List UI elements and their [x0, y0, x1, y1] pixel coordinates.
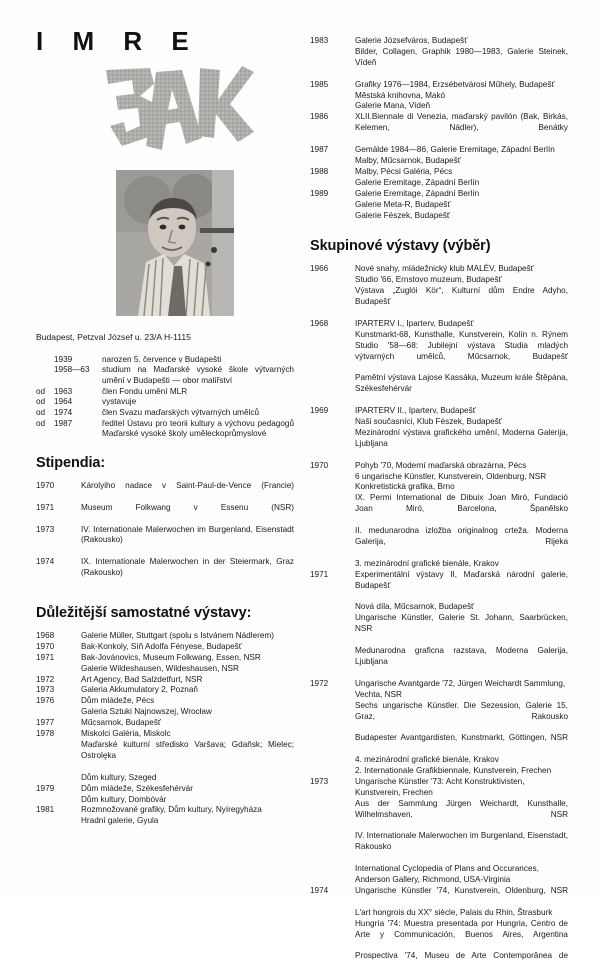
entry-text: Műcsarnok, Budapešť — [81, 718, 161, 728]
entry-text: Experimentální výstavy II, Maďarská národní galerie, Budapešť — [355, 569, 568, 590]
entry-text: Hungría '74: Muestra presentada por Hungria, Centro de Arte y Communicación, Buenos Aires, Argentina — [355, 918, 568, 939]
entry-year: 1978 — [36, 729, 55, 739]
entry-text: Károlyiho nadace v Saint-Paul-de-Vence (Francie) — [81, 480, 294, 490]
entry-year: 1970 — [310, 460, 329, 470]
solo-exhibitions-continued-list — [310, 36, 568, 221]
entry-text: 3. mezinárodní grafické bienále, Krakov — [355, 558, 499, 568]
entry-values — [81, 481, 294, 503]
bio-text: člen Fondu umění MLR — [102, 386, 188, 396]
entry-values — [355, 264, 568, 319]
entry-text: Museum Folkwang v Essenu (NSR) — [81, 502, 294, 512]
entry-text: IX. Permi International de Dibuix Joan Miró, Fundació Joan Miró, Barcelona, Španělsko — [355, 493, 568, 514]
bio-text: studium na Maďarské vysoké škole výtvarných umění v Budapešti — obor malířství — [102, 365, 294, 386]
entry-year: 1970 — [36, 480, 55, 490]
biography-row — [36, 365, 294, 386]
entry-text: Rozmnožované grafiky, Dům kultury, Nyíregyháza — [81, 805, 262, 815]
entry-values — [81, 525, 294, 558]
entry-year: 1971 — [310, 569, 329, 579]
list-item — [310, 679, 568, 777]
list-item — [310, 80, 568, 113]
bio-prefix: od — [36, 386, 46, 396]
artist-address: Budapest, Petzval József u. 23/A H-1115 — [36, 332, 191, 342]
entry-text: Malby, Műcsarnok, Budapešť — [355, 155, 461, 165]
entry-text: Nová díla, Műcsarnok, Budapešť — [355, 602, 475, 612]
artist-portrait-photo — [116, 170, 234, 316]
entry-text: Bak-Jovánovics, Museum Folkwang, Essen, NSR — [81, 652, 261, 662]
list-item — [310, 461, 568, 570]
entry-values — [355, 167, 568, 189]
entry-year: 1974 — [310, 886, 329, 895]
entry-year: 1972 — [310, 678, 329, 688]
entry-text: IPARTERV II., Iparterv, Budapešť — [355, 406, 476, 416]
stipendia-heading: Stipendia: — [36, 454, 106, 471]
entry-text: Mezinárodní výstava grafického umění, Moderna Galerija, Ljubljana — [355, 427, 568, 448]
biography-row — [36, 355, 294, 366]
entry-text: Hradní galerie, Gyula — [81, 816, 159, 826]
entry-year: 1987 — [310, 145, 329, 155]
entry-text: Galerie Józsefváros, Budapešť — [355, 36, 468, 45]
bio-prefix: od — [36, 397, 46, 407]
entry-text: 2. Internationale Grafikbiennale, Kunstverein, Frechen — [355, 766, 552, 776]
bio-text: ředitel Ústavu pro teorii kultury a výchovu pedagogů Maďarské vysoké školy uměleckoprůmyslové — [102, 418, 294, 439]
bio-year: 1939 — [54, 354, 73, 364]
entry-year: 1971 — [36, 502, 55, 512]
entry-values — [355, 406, 568, 461]
list-item — [36, 675, 294, 686]
entry-values — [355, 36, 568, 80]
bio-prefix: od — [36, 408, 46, 418]
list-item — [310, 886, 568, 973]
entry-text: Studio '66, Ernstovo muzeum, Budapešť — [355, 275, 502, 285]
list-item — [36, 503, 294, 525]
entry-values — [81, 784, 294, 806]
entry-text: Sechs ungarische Künstler. Die Sezession, Galerie 15, Graz, Rakousko — [355, 700, 568, 721]
entry-year: 1986 — [310, 112, 329, 122]
entry-text: Kunstmarkt-68, Kunsthalle, Kunstverein, Kolín n. Rýnem Studio '58—68: Jubilejní výstava Studia mladých výtvarných umělců, Műcsarnok, Budapešť — [355, 329, 568, 361]
entry-text: IV. Internationale Malerwochen im Burgenland, Eisenstadt, Rakousko — [355, 831, 568, 852]
entry-values — [355, 777, 568, 886]
entry-year: 1988 — [310, 166, 329, 176]
entry-values — [355, 461, 568, 570]
bio-text: narozen 5. července v Budapešti — [102, 354, 222, 364]
entry-text: Dům mládeže, Székesfehérvár — [81, 783, 193, 793]
entry-text: Galerie Eremitage, Západní Berlín — [355, 177, 480, 187]
entry-values — [81, 642, 294, 653]
entry-values — [81, 805, 294, 827]
entry-year: 1966 — [310, 264, 329, 274]
group-exhibitions-list — [310, 264, 568, 973]
entry-text: Miskolci Galéria, Miskolc — [81, 729, 171, 739]
entry-year: 1973 — [36, 524, 55, 534]
entry-year: 1976 — [36, 696, 55, 706]
biography-row — [36, 408, 294, 419]
list-item — [36, 557, 294, 590]
entry-values — [355, 679, 568, 777]
list-item — [310, 777, 568, 886]
entry-year: 1968 — [36, 630, 55, 640]
entry-text: Naši současníci, Klub Fészek, Budapešť — [355, 417, 502, 427]
list-item — [310, 112, 568, 145]
entry-year: 1985 — [310, 79, 329, 89]
entry-values — [355, 886, 568, 973]
biography-row — [36, 419, 294, 440]
entry-text: Galeria Sztuki Najnowszej, Wrocław — [81, 707, 212, 717]
entry-text: II. medunarodna izložba originalnog crteža. Moderna Galerija, Rijeka — [355, 526, 568, 546]
entry-text: International Cyclopedia of Plans and Occurances, Anderson Gallery, Richmond, USA-Virginia — [355, 864, 539, 885]
entry-text: Galerie Fészek, Budapešť — [355, 210, 450, 220]
entry-values — [355, 112, 568, 145]
list-item — [36, 631, 294, 642]
entry-values — [81, 557, 294, 590]
bio-text: člen Svazu maďarských výtvarných umělců — [102, 408, 260, 418]
entry-text: 6 ungarische Künstler, Kunstverein, Oldenburg, NSR — [355, 471, 547, 481]
entry-text: Art Agency, Bad Salzdetfurt, NSR — [81, 674, 203, 684]
bio-year: 1963 — [54, 386, 73, 396]
artist-first-name: I M R E — [36, 26, 200, 56]
entry-text: L'art hongrois du XX° siècle, Palais du Rhin, Štrasburk — [355, 907, 553, 917]
list-item — [36, 784, 294, 806]
entry-text: Výstava „Zuglói Kör“, Kulturní dům Endre Adyho, Budapešť — [355, 286, 568, 307]
list-item — [36, 696, 294, 718]
entry-text: Medunarodna graficna razstava, Moderna Galerija, Ljubljana — [355, 646, 568, 666]
group-exhibitions-heading: Skupinové výstavy (výběr) — [310, 238, 491, 255]
entry-text: Galerie Wildeshausen, Wildeshausen, NSR — [81, 663, 239, 673]
entry-year: 1977 — [36, 718, 55, 728]
entry-text: XLII.Biennale di Venezia, maďarský pavilón (Bak, Birkás, Kelemen, Nádler), Benátky — [355, 112, 568, 133]
entry-values — [81, 718, 294, 729]
list-item — [310, 406, 568, 461]
bio-prefix: od — [36, 418, 46, 428]
list-item — [36, 718, 294, 729]
entry-text: Dům mládeže, Pécs — [81, 696, 155, 706]
entry-values — [355, 145, 568, 167]
solo-exhibitions-list — [36, 631, 294, 827]
entry-text: Nové snahy, mládežnický klub MALÉV, Budapešť — [355, 264, 534, 274]
bak-logo — [104, 66, 254, 152]
entry-values — [81, 675, 294, 686]
entry-text: Galerie Meta-R, Budapešť — [355, 199, 451, 209]
entry-values — [355, 189, 568, 222]
entry-text: IV. Internationale Malerwochen im Burgenland, Eisenstadt (Rakousko) — [81, 524, 294, 545]
entry-values — [355, 80, 568, 113]
entry-values — [81, 631, 294, 642]
entry-year: 1969 — [310, 406, 329, 416]
entry-text: Pamětní výstava Lajose Kassáka, Muzeum krále Štěpána, Székesfehérvár — [355, 373, 568, 394]
entry-text: Bilder, Collagen, Graphik 1980—1983, Galerie Steinek, Vídeň — [355, 46, 568, 67]
list-item — [36, 481, 294, 503]
left-column — [36, 28, 294, 827]
bio-text: vystavuje — [102, 397, 137, 407]
list-item — [310, 189, 568, 222]
list-item — [36, 525, 294, 558]
entry-values — [81, 503, 294, 525]
entry-values — [81, 685, 294, 696]
entry-values — [355, 570, 568, 679]
entry-year: 1989 — [310, 188, 329, 198]
entry-text: Bak-Konkoly, Síň Adolfa Fényese, Budapešť — [81, 641, 242, 651]
entry-text: Ungarische Avantgarde '72, Jürgen Weichardt Sammlung, Vechta, NSR — [355, 678, 566, 699]
entry-text: Gemälde 1984—86, Galerie Eremitage, Západní Berlín — [355, 145, 555, 155]
list-item — [36, 685, 294, 696]
entry-text: Městská knihovna, Makó — [355, 90, 446, 100]
entry-values — [355, 319, 568, 406]
entry-text: Ungarische Künstler '74, Kunstverein, Oldenburg, NSR — [355, 886, 568, 895]
entry-text: IPARTERV I., Iparterv, Budapešť — [355, 318, 474, 328]
entry-values — [81, 696, 294, 718]
entry-year: 1974 — [36, 557, 55, 567]
entry-text: Konkretistická grafika, Brno — [355, 482, 455, 492]
right-column — [310, 36, 568, 973]
list-item — [36, 642, 294, 653]
entry-year: 1972 — [36, 674, 55, 684]
entry-text: 4. mezinárodní grafické bienále, Krakov — [355, 755, 499, 765]
stipendia-list — [36, 481, 294, 590]
entry-text: Budapester Avantgardisten, Kunstmarkt, Göttingen, NSR — [355, 733, 568, 743]
bio-year: 1958—63 — [54, 365, 90, 375]
entry-year: 1983 — [310, 36, 329, 45]
list-item — [310, 319, 568, 406]
entry-year: 1971 — [36, 652, 55, 662]
list-item — [310, 264, 568, 319]
entry-text: Dům kultury, Dombóvár — [81, 794, 167, 804]
entry-text: Pohyb '70, Moderní maďarská obrazárna, Pécs — [355, 460, 527, 470]
entry-text: Galerie Müller, Stuttgart (spolu s Istvánem Nádlerem) — [81, 630, 274, 640]
list-item — [310, 36, 568, 80]
entry-text: Ungarische Künstler, Galerie St. Johann, Saarbrücken, NSR — [355, 613, 568, 634]
entry-text: Maďarské kulturní středisko Varšava; Gdaňsk; Mielec; Ostrolęka — [81, 739, 294, 760]
entry-text: Aus der Sammlung Jürgen Weichardt, Kunsthalle, Wilhelmshaven, NSR — [355, 798, 568, 819]
entry-text: IX. Internationale Malerwochen in der Steiermark, Graz (Rakousko) — [81, 557, 294, 578]
list-item — [36, 805, 294, 827]
entry-text: Ungarische Künstler '73: Acht Konstruktivisten, Kunstverein, Frechen — [355, 776, 525, 797]
bio-year: 1974 — [54, 408, 73, 418]
list-item — [310, 167, 568, 189]
entry-text: Dům kultury, Szeged — [81, 772, 157, 782]
list-item — [310, 570, 568, 679]
entry-text: Malby, Pécsi Galéria, Pécs — [355, 166, 453, 176]
biography-row — [36, 397, 294, 408]
entry-year: 1973 — [36, 685, 55, 695]
entry-text: Galerie Mana, Vídeň — [355, 101, 431, 111]
bio-year: 1964 — [54, 397, 73, 407]
solo-exhibitions-heading: Důležitější samostatné výstavy: — [36, 604, 252, 621]
biography-list — [36, 355, 294, 440]
list-item — [36, 653, 294, 675]
entry-year: 1970 — [36, 641, 55, 651]
entry-values — [81, 729, 294, 784]
bio-year: 1987 — [54, 418, 73, 428]
entry-text: Grafiky 1976—1984, Erzsébetvárosi Műhely, Budapešť — [355, 79, 555, 89]
biography-row — [36, 387, 294, 398]
list-item — [310, 145, 568, 167]
list-item — [36, 729, 294, 784]
entry-year: 1973 — [310, 776, 329, 786]
entry-text: Galeria Akkumulatory 2, Poznaň — [81, 685, 198, 695]
entry-year: 1981 — [36, 805, 55, 815]
entry-text: Prospectiva '74, Museu de Arte Contemporânea de — [355, 951, 568, 961]
entry-text: Galerie Eremitage, Západní Berlín — [355, 188, 480, 198]
entry-values — [81, 653, 294, 675]
entry-year: 1979 — [36, 783, 55, 793]
entry-year: 1968 — [310, 318, 329, 328]
